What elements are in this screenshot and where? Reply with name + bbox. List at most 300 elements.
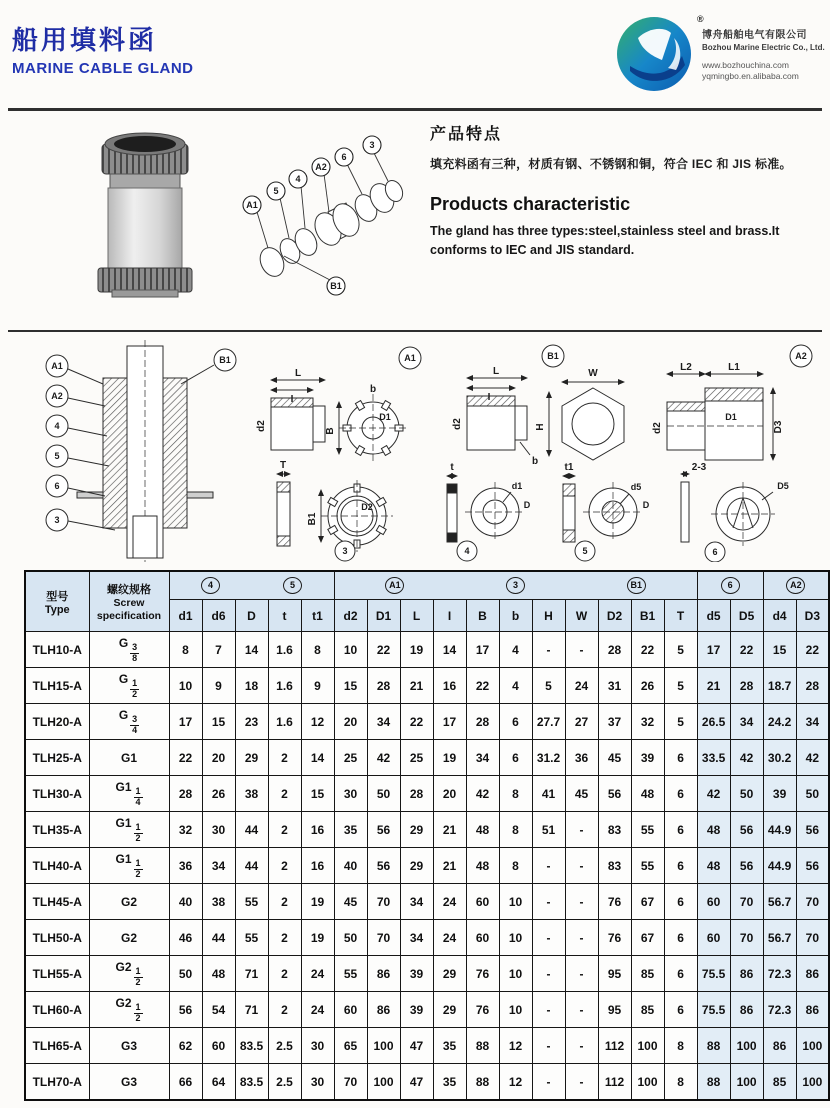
- spec-value-cell: 60: [202, 1028, 235, 1064]
- spec-value-cell: 22: [466, 668, 499, 704]
- svg-text:B1: B1: [330, 281, 342, 291]
- svg-text:4: 4: [464, 546, 470, 556]
- spec-value-cell: 112: [598, 1064, 631, 1101]
- model-cell: TLH30-A: [25, 776, 89, 812]
- spec-value-cell: 44: [235, 848, 268, 884]
- spec-value-cell: 28: [367, 668, 400, 704]
- spec-value-cell: 6: [499, 740, 532, 776]
- logo-icon: [612, 8, 707, 100]
- spec-value-cell: 18: [235, 668, 268, 704]
- spec-value-cell: 22: [796, 632, 829, 668]
- svg-text:A2: A2: [315, 162, 327, 172]
- spec-value-cell: 14: [433, 632, 466, 668]
- spec-row: [25, 920, 829, 956]
- svg-text:B1: B1: [307, 512, 318, 526]
- spec-value-cell: 48: [202, 956, 235, 992]
- spec-row: [25, 740, 829, 776]
- spec-value-cell: 60: [697, 884, 730, 920]
- spec-row: [25, 1064, 829, 1101]
- spec-value-cell: 70: [730, 884, 763, 920]
- spec-value-cell: 44: [235, 812, 268, 848]
- model-cell: TLH70-A: [25, 1064, 89, 1101]
- spec-value-cell: 25: [400, 740, 433, 776]
- spec-value-cell: 70: [796, 884, 829, 920]
- detail-part3: [277, 474, 393, 561]
- spec-value-cell: -: [532, 848, 565, 884]
- spec-value-cell: 5: [664, 632, 697, 668]
- spec-value-cell: 56: [598, 776, 631, 812]
- spec-value-cell: 86: [367, 992, 400, 1028]
- spec-value-cell: 60: [334, 992, 367, 1028]
- spec-value-cell: 29: [433, 956, 466, 992]
- spec-value-cell: 70: [367, 884, 400, 920]
- spec-value-cell: 31.2: [532, 740, 565, 776]
- spec-value-cell: 60: [466, 884, 499, 920]
- model-cell: TLH45-A: [25, 884, 89, 920]
- spec-value-cell: 10: [499, 884, 532, 920]
- spec-value-cell: 6: [664, 992, 697, 1028]
- spec-value-cell: 15: [763, 632, 796, 668]
- svg-text:W: W: [588, 368, 598, 379]
- spec-row: [25, 956, 829, 992]
- svg-text:A2: A2: [795, 351, 807, 361]
- svg-text:3: 3: [54, 515, 60, 525]
- spec-value-cell: 21: [400, 668, 433, 704]
- spec-value-cell: 47: [400, 1064, 433, 1101]
- col-B: B: [466, 600, 499, 632]
- spec-value-cell: -: [565, 848, 598, 884]
- spec-value-cell: 6: [664, 920, 697, 956]
- spec-table-body: [25, 632, 829, 1101]
- spec-value-cell: -: [532, 884, 565, 920]
- spec-value-cell: 44.9: [763, 812, 796, 848]
- spec-value-cell: -: [565, 812, 598, 848]
- spec-value-cell: 19: [301, 884, 334, 920]
- spec-value-cell: 8: [499, 776, 532, 812]
- spec-value-cell: 100: [796, 1028, 829, 1064]
- header-divider: [8, 108, 822, 111]
- spec-value-cell: 88: [466, 1064, 499, 1101]
- spec-value-cell: 28: [730, 668, 763, 704]
- spec-value-cell: 16: [301, 848, 334, 884]
- spec-value-cell: 88: [697, 1028, 730, 1064]
- spec-value-cell: 2: [268, 776, 301, 812]
- spec-value-cell: -: [532, 992, 565, 1028]
- cable-gland-photo: [84, 132, 206, 300]
- spec-value-cell: 18.7: [763, 668, 796, 704]
- page-title-zh: 船用填料函: [12, 25, 158, 55]
- spec-value-cell: 26: [631, 668, 664, 704]
- spec-value-cell: 83.5: [235, 1028, 268, 1064]
- spec-value-cell: 72.3: [763, 956, 796, 992]
- spec-value-cell: 54: [202, 992, 235, 1028]
- screw-spec-cell: G2 $\frac{1}{2}$: [89, 956, 169, 992]
- company-website: www.bozhouchina.com: [702, 60, 789, 70]
- spec-value-cell: 22: [631, 632, 664, 668]
- spec-value-cell: 30.2: [763, 740, 796, 776]
- spec-value-cell: 28: [796, 668, 829, 704]
- spec-value-cell: 14: [235, 632, 268, 668]
- spec-value-cell: 76: [598, 884, 631, 920]
- group-header-a1-3-b1: [334, 571, 697, 600]
- part-6-badge: 6: [721, 577, 740, 594]
- svg-text:d1: d1: [511, 481, 523, 491]
- spec-value-cell: -: [565, 956, 598, 992]
- col-header-screw: [89, 571, 169, 632]
- svg-text:6: 6: [712, 547, 718, 557]
- spec-value-cell: 24.2: [763, 704, 796, 740]
- spec-value-cell: 12: [499, 1064, 532, 1101]
- col-D: D: [235, 600, 268, 632]
- svg-text:L: L: [294, 368, 302, 379]
- spec-value-cell: 48: [466, 812, 499, 848]
- svg-text:D3: D3: [773, 420, 784, 434]
- company-website-2: yqmingbo.en.alibaba.com: [702, 71, 799, 81]
- spec-value-cell: 100: [631, 1028, 664, 1064]
- spec-value-cell: 45: [565, 776, 598, 812]
- svg-text:A1: A1: [246, 200, 258, 210]
- svg-text:d2: d2: [652, 422, 663, 434]
- spec-value-cell: 20: [334, 704, 367, 740]
- type-header-zh: 型号: [46, 590, 69, 603]
- spec-value-cell: 19: [433, 740, 466, 776]
- collar: [110, 174, 180, 188]
- spec-value-cell: 51: [532, 812, 565, 848]
- spec-value-cell: 36: [565, 740, 598, 776]
- exploded-drawing: [232, 134, 422, 309]
- spec-value-cell: 34: [202, 848, 235, 884]
- svg-text:4: 4: [295, 174, 301, 184]
- spec-value-cell: 50: [796, 776, 829, 812]
- spec-value-cell: 60: [466, 920, 499, 956]
- spec-value-cell: 55: [631, 848, 664, 884]
- spec-value-cell: 34: [796, 704, 829, 740]
- spec-value-cell: 8: [499, 812, 532, 848]
- spec-value-cell: 83.5: [235, 1064, 268, 1101]
- spec-value-cell: 42: [697, 776, 730, 812]
- part-b1-badge: B1: [627, 577, 646, 594]
- spec-value-cell: 50: [367, 776, 400, 812]
- spec-row: [25, 884, 829, 920]
- features-heading-en: Products characteristic: [430, 194, 631, 214]
- spec-value-cell: 22: [367, 632, 400, 668]
- svg-text:I: I: [487, 392, 491, 403]
- model-cell: TLH10-A: [25, 632, 89, 668]
- screw-spec-cell: G2 $\frac{1}{2}$: [89, 992, 169, 1028]
- spec-value-cell: 100: [730, 1064, 763, 1101]
- spec-value-cell: 39: [763, 776, 796, 812]
- group-header-6: [697, 571, 763, 600]
- spec-value-cell: 10: [499, 920, 532, 956]
- spec-value-cell: -: [532, 1028, 565, 1064]
- company-name-en: Bozhou Marine Electric Co., Ltd.: [702, 43, 825, 52]
- spec-value-cell: 56: [169, 992, 202, 1028]
- company-logo: [612, 8, 707, 100]
- col-I: I: [433, 600, 466, 632]
- spec-value-cell: 2: [268, 740, 301, 776]
- part-3-badge: 3: [506, 577, 525, 594]
- svg-text:L2: L2: [680, 362, 692, 373]
- spec-value-cell: 15: [202, 704, 235, 740]
- screw-spec-cell: G $\frac{1}{2}$: [89, 668, 169, 704]
- spec-value-cell: 9: [301, 668, 334, 704]
- spec-value-cell: 34: [730, 704, 763, 740]
- col-d2: d2: [334, 600, 367, 632]
- spec-value-cell: 30: [334, 776, 367, 812]
- svg-text:I: I: [290, 394, 294, 405]
- gland-body: [108, 188, 182, 268]
- screw-spec-cell: G3: [89, 1028, 169, 1064]
- svg-text:d2: d2: [452, 418, 463, 430]
- spec-value-cell: 47: [400, 1028, 433, 1064]
- spec-value-cell: 56: [796, 848, 829, 884]
- svg-text:A1: A1: [404, 353, 416, 363]
- spec-value-cell: 2: [268, 884, 301, 920]
- spec-value-cell: 71: [235, 992, 268, 1028]
- spec-value-cell: 42: [466, 776, 499, 812]
- spec-value-cell: 86: [796, 956, 829, 992]
- model-cell: TLH15-A: [25, 668, 89, 704]
- model-cell: TLH25-A: [25, 740, 89, 776]
- spec-value-cell: 33.5: [697, 740, 730, 776]
- svg-text:t: t: [450, 462, 454, 473]
- svg-text:H: H: [535, 423, 546, 431]
- spec-value-cell: 1.6: [268, 668, 301, 704]
- page-title-en: MARINE CABLE GLAND: [12, 59, 194, 77]
- spec-value-cell: 41: [532, 776, 565, 812]
- spec-value-cell: 16: [301, 812, 334, 848]
- spec-value-cell: 34: [466, 740, 499, 776]
- spec-value-cell: 42: [730, 740, 763, 776]
- spec-value-cell: 55: [631, 812, 664, 848]
- spec-row: [25, 704, 829, 740]
- spec-value-cell: 2: [268, 848, 301, 884]
- product-photo: [84, 132, 206, 305]
- spec-value-cell: -: [532, 956, 565, 992]
- spec-value-cell: 22: [730, 632, 763, 668]
- spec-value-cell: 86: [796, 992, 829, 1028]
- spec-value-cell: 2: [268, 812, 301, 848]
- spec-value-cell: -: [532, 920, 565, 956]
- spec-value-cell: 29: [433, 992, 466, 1028]
- part-5-badge: 5: [283, 577, 302, 594]
- spec-value-cell: 22: [400, 704, 433, 740]
- spec-value-cell: 21: [433, 848, 466, 884]
- spec-value-cell: 62: [169, 1028, 202, 1064]
- spec-value-cell: 40: [334, 848, 367, 884]
- col-d1: d1: [169, 600, 202, 632]
- spec-value-cell: 40: [169, 884, 202, 920]
- col-B1: B1: [631, 600, 664, 632]
- spec-value-cell: 83: [598, 848, 631, 884]
- spec-value-cell: 100: [367, 1064, 400, 1101]
- spec-value-cell: -: [565, 920, 598, 956]
- svg-text:b: b: [369, 384, 377, 395]
- svg-text:6: 6: [341, 152, 347, 162]
- spec-value-cell: 6: [664, 812, 697, 848]
- spec-value-cell: 9: [202, 668, 235, 704]
- spec-value-cell: 2: [268, 956, 301, 992]
- product-features: [430, 121, 828, 260]
- cable-opening: [114, 136, 176, 152]
- spec-value-cell: 26: [202, 776, 235, 812]
- page-title: [12, 26, 194, 77]
- spec-value-cell: 60: [697, 920, 730, 956]
- col-T: T: [664, 600, 697, 632]
- spec-value-cell: 8: [169, 632, 202, 668]
- spec-value-cell: 85: [631, 992, 664, 1028]
- col-D5: D5: [730, 600, 763, 632]
- model-cell: TLH20-A: [25, 704, 89, 740]
- spec-value-cell: 37: [598, 704, 631, 740]
- spec-value-cell: 17: [169, 704, 202, 740]
- spec-value-cell: 1.6: [268, 632, 301, 668]
- spec-value-cell: 34: [400, 920, 433, 956]
- assembly-section: [46, 340, 236, 562]
- svg-text:L: L: [492, 366, 500, 377]
- spec-value-cell: 10: [499, 992, 532, 1028]
- spec-value-cell: 64: [202, 1064, 235, 1101]
- spec-value-cell: 17: [433, 704, 466, 740]
- detail-part6: [681, 474, 775, 562]
- spec-value-cell: 2: [268, 920, 301, 956]
- spec-row: [25, 992, 829, 1028]
- spec-value-cell: 5: [664, 668, 697, 704]
- spec-value-cell: 31: [598, 668, 631, 704]
- base-lip: [112, 290, 178, 297]
- spec-value-cell: 17: [697, 632, 730, 668]
- spec-value-cell: 7: [202, 632, 235, 668]
- spec-value-cell: 8: [664, 1028, 697, 1064]
- spec-value-cell: 50: [169, 956, 202, 992]
- spec-value-cell: 67: [631, 920, 664, 956]
- svg-text:D: D: [642, 500, 650, 510]
- spec-value-cell: 30: [202, 812, 235, 848]
- screw-header-en: Screw specification: [96, 597, 162, 622]
- screw-header-zh: 螺纹规格: [107, 584, 151, 597]
- svg-text:T: T: [279, 460, 287, 471]
- spec-value-cell: 86: [730, 956, 763, 992]
- col-d4: d4: [763, 600, 796, 632]
- spec-value-cell: 48: [697, 848, 730, 884]
- svg-text:D1: D1: [725, 412, 737, 422]
- spec-value-cell: 34: [400, 884, 433, 920]
- spec-value-cell: 8: [664, 1064, 697, 1101]
- spec-value-cell: -: [565, 632, 598, 668]
- spec-value-cell: 45: [598, 740, 631, 776]
- spec-value-cell: 15: [301, 776, 334, 812]
- svg-text:3: 3: [369, 140, 375, 150]
- type-header-en: Type: [44, 603, 70, 616]
- svg-text:3: 3: [342, 546, 348, 556]
- spec-value-cell: 70: [730, 920, 763, 956]
- registered-mark: ®: [697, 14, 704, 24]
- spec-row: [25, 1028, 829, 1064]
- screw-spec-cell: G $\frac{3}{4}$: [89, 704, 169, 740]
- spec-value-cell: 112: [598, 1028, 631, 1064]
- technical-drawings: [15, 340, 820, 562]
- spec-value-cell: 76: [466, 956, 499, 992]
- spec-row: [25, 848, 829, 884]
- spec-value-cell: 6: [664, 848, 697, 884]
- spec-value-cell: 42: [796, 740, 829, 776]
- spec-value-cell: 50: [334, 920, 367, 956]
- spec-value-cell: -: [565, 1028, 598, 1064]
- spec-value-cell: 36: [169, 848, 202, 884]
- svg-text:A2: A2: [51, 391, 63, 401]
- spec-value-cell: 42: [367, 740, 400, 776]
- col-d6: d6: [202, 600, 235, 632]
- spec-value-cell: 30: [301, 1028, 334, 1064]
- svg-text:5: 5: [582, 546, 588, 556]
- spec-value-cell: 46: [169, 920, 202, 956]
- features-text-zh: 填充料函有三种，材质有钢、不锈钢和铜，符合 IEC 和 JIS 标准。: [430, 157, 792, 171]
- spec-value-cell: 76: [466, 992, 499, 1028]
- spec-value-cell: 35: [433, 1028, 466, 1064]
- spec-value-cell: 21: [433, 812, 466, 848]
- spec-value-cell: 24: [433, 884, 466, 920]
- spec-value-cell: 20: [202, 740, 235, 776]
- spec-value-cell: 8: [499, 848, 532, 884]
- spec-value-cell: 39: [631, 740, 664, 776]
- col-D2: D2: [598, 600, 631, 632]
- spec-value-cell: 72.3: [763, 992, 796, 1028]
- svg-text:D: D: [523, 500, 531, 510]
- spec-value-cell: 29: [400, 848, 433, 884]
- spec-value-cell: 56.7: [763, 920, 796, 956]
- model-cell: TLH65-A: [25, 1028, 89, 1064]
- spec-value-cell: 19: [301, 920, 334, 956]
- spec-value-cell: 67: [631, 884, 664, 920]
- model-cell: TLH60-A: [25, 992, 89, 1028]
- features-text-en: The gland has three types:steel,stainless steel and brass.It conforms to IEC and JIS standard.: [430, 224, 780, 257]
- spec-value-cell: 100: [730, 1028, 763, 1064]
- col-t1: t1: [301, 600, 334, 632]
- spec-value-cell: 23: [235, 704, 268, 740]
- spec-value-cell: 100: [796, 1064, 829, 1101]
- spec-value-cell: 39: [400, 956, 433, 992]
- spec-value-cell: 8: [301, 632, 334, 668]
- spec-value-cell: 50: [730, 776, 763, 812]
- spec-value-cell: 38: [235, 776, 268, 812]
- screw-spec-cell: G2: [89, 920, 169, 956]
- spec-value-cell: -: [565, 992, 598, 1028]
- spec-value-cell: 28: [400, 776, 433, 812]
- spec-value-cell: 14: [301, 740, 334, 776]
- spec-row: [25, 668, 829, 704]
- spec-value-cell: 48: [631, 776, 664, 812]
- spec-value-cell: 30: [301, 1064, 334, 1101]
- col-b: b: [499, 600, 532, 632]
- spec-value-cell: 56: [730, 812, 763, 848]
- detail-a1: [271, 347, 421, 462]
- spec-value-cell: 22: [169, 740, 202, 776]
- spec-value-cell: 16: [433, 668, 466, 704]
- screw-spec-cell: G3: [89, 1064, 169, 1101]
- spec-value-cell: 56: [796, 812, 829, 848]
- spec-value-cell: 24: [433, 920, 466, 956]
- screw-spec-cell: G1: [89, 740, 169, 776]
- spec-value-cell: 56: [367, 848, 400, 884]
- spec-value-cell: 21: [697, 668, 730, 704]
- spec-value-cell: -: [565, 1064, 598, 1101]
- svg-text:D5: D5: [777, 481, 789, 491]
- spec-value-cell: 44: [202, 920, 235, 956]
- spec-value-cell: 20: [433, 776, 466, 812]
- spec-value-cell: 10: [499, 956, 532, 992]
- spec-value-cell: 56: [730, 848, 763, 884]
- spec-value-cell: 15: [334, 668, 367, 704]
